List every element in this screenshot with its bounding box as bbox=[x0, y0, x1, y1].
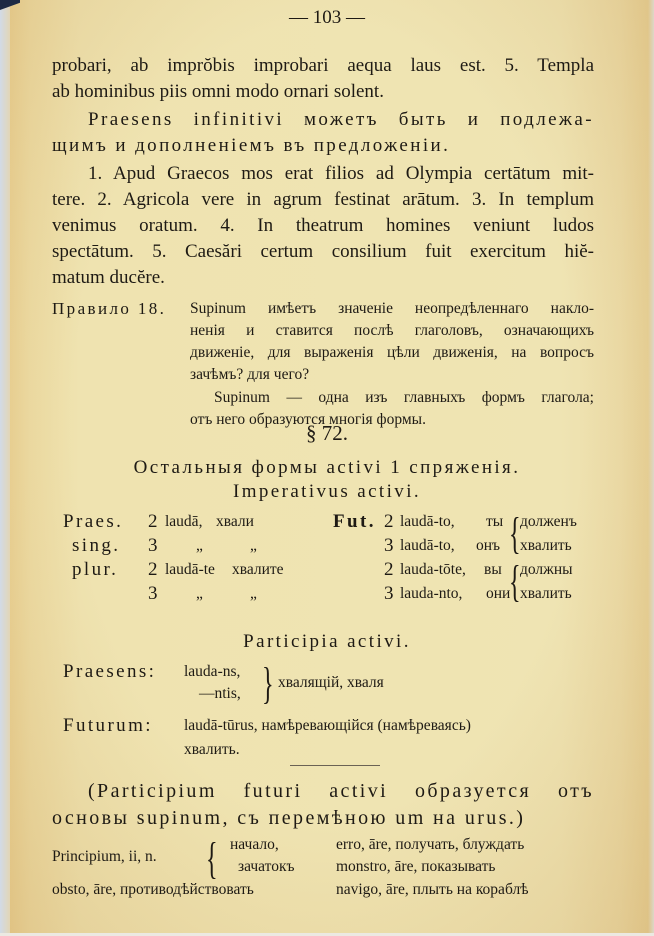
rule-line: ненія и ставится послѣ глаголовъ, означающихъ bbox=[190, 322, 594, 339]
section-number: § 72. bbox=[306, 421, 348, 445]
gloss-bottom: хвалить bbox=[520, 537, 572, 554]
person-num: 2 bbox=[384, 559, 394, 580]
pronoun: они bbox=[486, 585, 511, 602]
note-line: щимъ и дополненіемъ въ предложеніи. bbox=[52, 135, 451, 156]
section-subtitle: Imperativus activi. bbox=[232, 481, 422, 502]
vocab-gloss: начало, bbox=[230, 836, 279, 853]
gloss-bottom: хвалить bbox=[520, 585, 572, 602]
praesens-label: Praesens: bbox=[63, 661, 157, 682]
exercise-line: tere. 2. Agricola vere in agrum festinat arātum. 3. In templum bbox=[52, 189, 594, 210]
pronoun: вы bbox=[484, 561, 502, 578]
row-label: Fut. bbox=[333, 511, 376, 532]
person-num: 3 bbox=[384, 535, 394, 556]
verb-form: laudā-to, bbox=[400, 513, 455, 530]
person-num: 3 bbox=[148, 535, 158, 556]
note-line: основы supinum, съ перемѣною um на urus.) bbox=[52, 807, 526, 829]
rule-label: Правило 18. bbox=[52, 299, 167, 318]
vocab-gloss: зачатокъ bbox=[238, 858, 295, 875]
futurum-label: Futurum: bbox=[63, 715, 153, 736]
person-num: 3 bbox=[384, 583, 394, 604]
exercise-line: venimus oratum. 4. In theatrum homines veniunt ludos bbox=[52, 215, 594, 236]
person-num: 2 bbox=[148, 559, 158, 580]
brace: } bbox=[262, 659, 274, 708]
verb-form: lauda-tōte, bbox=[400, 561, 466, 578]
vocab-item: monstro, āre, показывать bbox=[336, 858, 496, 875]
note-line: Praesens infinitivi можетъ быть и подлежа- bbox=[88, 109, 594, 130]
futurum-cont: хвалить. bbox=[184, 741, 240, 758]
ditto-mark: „ bbox=[250, 537, 257, 554]
gloss-top: должны bbox=[520, 561, 573, 578]
pronoun: ты bbox=[486, 513, 504, 530]
vocab-item: navigo, āre, плыть на кораблѣ bbox=[336, 881, 529, 898]
verb-form: laudā, bbox=[165, 513, 203, 530]
participia-title: Participia activi. bbox=[243, 631, 411, 652]
text-line: probari, ab imprŏbis improbari aequa laus est. 5. Templa bbox=[52, 55, 594, 76]
row-label: plur. bbox=[72, 559, 119, 580]
verb-form: lauda-nto, bbox=[400, 585, 463, 602]
row-label: Praes. bbox=[63, 511, 124, 532]
rule-line: зачѣмъ? для чего? bbox=[190, 366, 310, 383]
gloss-top: долженъ bbox=[520, 513, 577, 530]
section-title: Остальныя формы activi 1 спряженія. bbox=[133, 457, 521, 478]
praesens-gloss: хвалящій, хваля bbox=[278, 674, 384, 691]
vocab-item: obsto, āre, противодѣйствовать bbox=[52, 881, 254, 898]
page-number: — 103 — bbox=[289, 7, 365, 28]
praesens-form: lauda-ns, bbox=[184, 663, 241, 680]
separator-rule bbox=[290, 765, 380, 766]
person-num: 2 bbox=[148, 511, 158, 532]
text-line: ab hominibus piis omni modo ornari solent. bbox=[52, 81, 384, 102]
row-label: sing. bbox=[72, 535, 121, 556]
person-num: 3 bbox=[148, 583, 158, 604]
rule-line: движеніе, для выраженія цѣли движенія, на вопросъ bbox=[190, 344, 594, 361]
exercise-line: matum ducĕre. bbox=[52, 267, 165, 288]
exercise-line: 1. Apud Graecos mos erat filios ad Olympia certātum mit- bbox=[88, 163, 594, 184]
brace: { bbox=[509, 509, 521, 558]
rule-note-line: отъ него образуются многія формы. bbox=[190, 411, 426, 428]
ditto-mark: „ bbox=[196, 537, 203, 554]
futurum-form: laudā-tūrus, намѣревающійся (намѣреваясь) bbox=[184, 717, 471, 734]
brace: { bbox=[509, 557, 521, 606]
note-line: (Participium futuri activi образуется отъ bbox=[88, 780, 594, 802]
praesens-form: —ntis, bbox=[199, 685, 241, 702]
ditto-mark: „ bbox=[196, 585, 203, 602]
verb-form: laudā-te bbox=[165, 561, 215, 578]
ditto-mark: „ bbox=[250, 585, 257, 602]
verb-gloss: хвалите bbox=[232, 561, 284, 578]
vocab-item: erro, āre, получать, блуждать bbox=[336, 836, 525, 853]
rule-line: Supinum имѣетъ значеніе неопредѣленнаго накло- bbox=[190, 300, 594, 317]
exercise-line: spectātum. 5. Caesări certum consilium fuit exercitum hiĕ- bbox=[52, 241, 594, 262]
pronoun: онъ bbox=[476, 537, 501, 554]
verb-gloss: хвали bbox=[216, 513, 254, 530]
person-num: 2 bbox=[384, 511, 394, 532]
brace: { bbox=[206, 834, 218, 883]
rule-note-line: Supinum — одна изъ главныхъ формъ глагола; bbox=[214, 389, 594, 406]
vocab-word: Principium, ii, n. bbox=[52, 848, 157, 865]
verb-form: laudā-to, bbox=[400, 537, 455, 554]
